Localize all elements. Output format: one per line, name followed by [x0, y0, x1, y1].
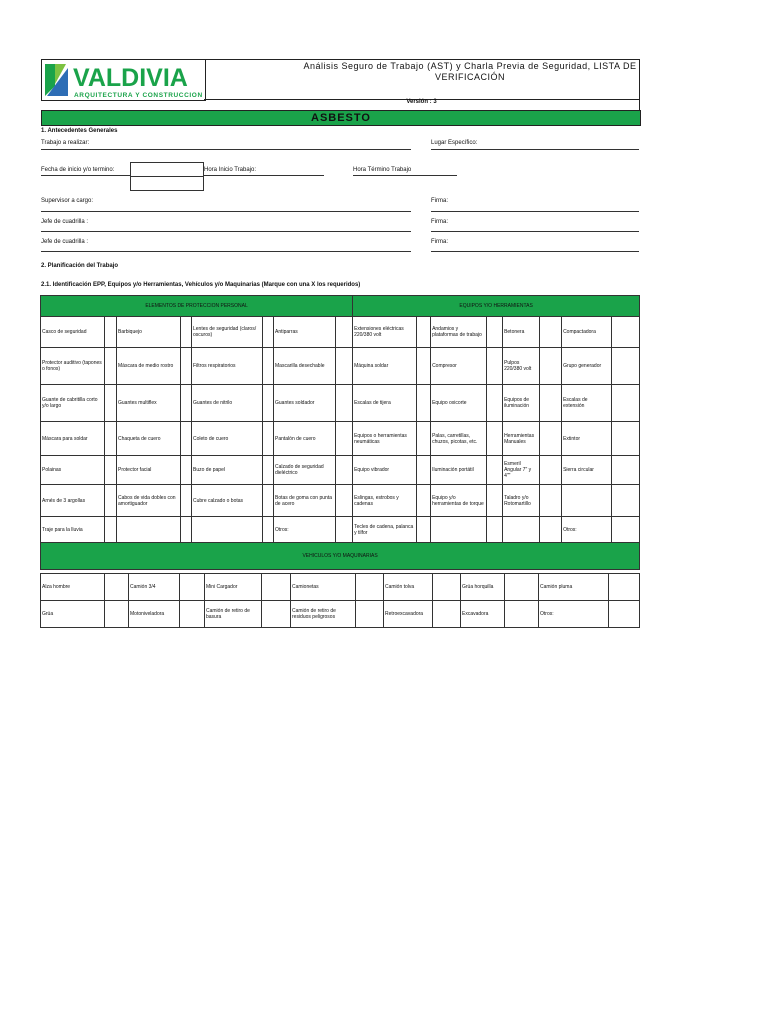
- item-label: Herramientas Manuales: [503, 422, 540, 456]
- item-label: Compresor: [431, 348, 487, 385]
- mark-checkbox[interactable]: [612, 317, 640, 348]
- logo-mark: [42, 60, 205, 100]
- mark-checkbox[interactable]: [105, 348, 117, 385]
- fecha-label: Fecha de inicio y/o termino:: [41, 167, 115, 173]
- epp-header: ELEMENTOS DE PROTECCION PERSONAL: [41, 296, 353, 317]
- item-label: Polainas: [41, 456, 105, 485]
- mark-checkbox[interactable]: [487, 422, 503, 456]
- mark-checkbox[interactable]: [105, 574, 129, 601]
- mark-checkbox[interactable]: [336, 485, 353, 517]
- mark-checkbox[interactable]: [540, 422, 562, 456]
- item-label: Cabos de vida dobles con amortiguador: [117, 485, 181, 517]
- mark-checkbox[interactable]: [263, 422, 274, 456]
- firma-field-1[interactable]: [431, 211, 639, 212]
- vehicle-label: Otros:: [539, 601, 609, 628]
- mark-checkbox[interactable]: [487, 485, 503, 517]
- table-row: [41, 348, 640, 385]
- item-label: Guantes soldador: [274, 385, 336, 422]
- vehicle-label: Excavadora: [461, 601, 505, 628]
- item-label: Calzado de seguridad dieléctrico: [274, 456, 336, 485]
- firma-field-2[interactable]: [431, 231, 639, 232]
- firma-label-3: Firma:: [431, 239, 448, 245]
- mark-checkbox[interactable]: [417, 317, 431, 348]
- document-title: Análisis Seguro de Trabajo (AST) y Charla Previa de Seguridad, LISTA DE VERIFICACIÓN: [303, 61, 637, 82]
- item-label: Taladro y/o Rotomartillo: [503, 485, 540, 517]
- item-label: Tecles de cadena, palanca y tilfor: [353, 517, 417, 543]
- item-label: Betonera: [503, 317, 540, 348]
- mark-checkbox[interactable]: [487, 456, 503, 485]
- mark-checkbox[interactable]: [540, 485, 562, 517]
- mark-checkbox[interactable]: [433, 574, 461, 601]
- mark-checkbox[interactable]: [417, 517, 431, 543]
- mark-checkbox[interactable]: [181, 422, 192, 456]
- fecha-inicio-field[interactable]: [130, 162, 204, 177]
- mark-checkbox[interactable]: [105, 456, 117, 485]
- section-1-heading: 1. Antecedentes Generales: [41, 128, 118, 134]
- hora-termino-label: Hora Término Trabajo: [353, 167, 412, 173]
- item-label: Casco de seguridad: [41, 317, 105, 348]
- mark-checkbox[interactable]: [609, 574, 640, 601]
- mark-checkbox[interactable]: [487, 385, 503, 422]
- mark-checkbox[interactable]: [263, 385, 274, 422]
- item-label: Máscara de medio rostro: [117, 348, 181, 385]
- item-label: Andamios y plataformas de trabajo: [431, 317, 487, 348]
- vehicle-label: Retroexcavadora: [384, 601, 433, 628]
- mark-checkbox[interactable]: [487, 348, 503, 385]
- table-row: [41, 601, 640, 628]
- hora-termino-field[interactable]: [353, 175, 457, 176]
- section-2-heading: 2. Planificación del Trabajo: [41, 263, 119, 269]
- firma-field-3[interactable]: [431, 251, 639, 252]
- item-label: Chaqueta de cuero: [117, 422, 181, 456]
- mark-checkbox[interactable]: [612, 517, 640, 543]
- supervisor-field[interactable]: [41, 211, 411, 212]
- mark-checkbox[interactable]: [263, 517, 274, 543]
- fecha-underline: [41, 175, 130, 176]
- lugar-label: Lugar Específico:: [431, 140, 478, 146]
- item-label: Sierra circular: [562, 456, 612, 485]
- item-label: Guante de cabritilla corto y/o largo: [41, 385, 105, 422]
- item-label: Guantes de nitrilo: [192, 385, 263, 422]
- section-2-1-heading: 2.1. Identificación EPP, Equipos y/o Herramientas, Vehículos y/o Maquinarias (Marque con una X los requeridos): [41, 282, 361, 288]
- mark-checkbox[interactable]: [105, 517, 117, 543]
- mark-checkbox[interactable]: [181, 517, 192, 543]
- item-label: Esmeril Angular 7" y 4"": [503, 456, 540, 485]
- table-row: [41, 456, 640, 485]
- table-row: [41, 385, 640, 422]
- mark-checkbox[interactable]: [612, 348, 640, 385]
- item-label: Compactadora: [562, 317, 612, 348]
- table-row: [41, 517, 640, 543]
- lugar-field[interactable]: [431, 149, 639, 150]
- item-label: Máquina soldar: [353, 348, 417, 385]
- logo-tagline: ARQUITECTURA Y CONSTRUCCION: [74, 92, 203, 99]
- item-label: Botas de goma con punta de acero: [274, 485, 336, 517]
- mark-checkbox[interactable]: [262, 601, 291, 628]
- equipos-header: EQUIPOS Y/O HERRAMIENTAS: [353, 296, 640, 317]
- mark-checkbox[interactable]: [336, 385, 353, 422]
- item-label: Arnés de 3 argollas: [41, 485, 105, 517]
- jefe-label-2: Jefe de cuadrilla :: [41, 239, 89, 245]
- firma-label-2: Firma:: [431, 219, 448, 225]
- vehicle-label: Camionetas: [291, 574, 356, 601]
- mark-checkbox[interactable]: [181, 385, 192, 422]
- mark-checkbox[interactable]: [417, 422, 431, 456]
- mark-checkbox[interactable]: [105, 317, 117, 348]
- item-label: Otros:: [274, 517, 336, 543]
- mark-checkbox[interactable]: [105, 385, 117, 422]
- mark-checkbox[interactable]: [417, 348, 431, 385]
- vehicle-label: Alza hombre: [41, 574, 105, 601]
- item-label: Iluminación portátil: [431, 456, 487, 485]
- mark-checkbox[interactable]: [181, 485, 192, 517]
- mark-checkbox[interactable]: [263, 317, 274, 348]
- mark-checkbox[interactable]: [181, 317, 192, 348]
- mark-checkbox[interactable]: [105, 601, 129, 628]
- mark-checkbox[interactable]: [417, 385, 431, 422]
- item-label: Eslingas, estrobos y cadenas: [353, 485, 417, 517]
- item-label: Equipo y/o herramientas de torque: [431, 485, 487, 517]
- item-label: Filtros respiratorios: [192, 348, 263, 385]
- jefe-field-1[interactable]: [41, 231, 411, 232]
- mark-checkbox[interactable]: [612, 485, 640, 517]
- trabajo-field[interactable]: [41, 149, 411, 150]
- item-label: [117, 517, 181, 543]
- mark-checkbox[interactable]: [180, 601, 205, 628]
- mark-checkbox[interactable]: [336, 348, 353, 385]
- item-label: Protector facial: [117, 456, 181, 485]
- item-label: Barbiquejo: [117, 317, 181, 348]
- item-label: [192, 517, 263, 543]
- item-label: Protector auditivo (tapones o fonos): [41, 348, 105, 385]
- mark-checkbox[interactable]: [356, 601, 384, 628]
- vehicle-label: Camión de retiro de basura: [205, 601, 262, 628]
- mark-checkbox[interactable]: [356, 574, 384, 601]
- mark-checkbox[interactable]: [263, 348, 274, 385]
- mark-checkbox[interactable]: [181, 456, 192, 485]
- mark-checkbox[interactable]: [540, 348, 562, 385]
- item-label: Buzo de papel: [192, 456, 263, 485]
- item-label: Pantalón de cuero: [274, 422, 336, 456]
- jefe-field-2[interactable]: [41, 251, 411, 252]
- item-label: Otros:: [562, 517, 612, 543]
- item-label: [431, 517, 487, 543]
- item-label: Cubre calzado o botas: [192, 485, 263, 517]
- table-row: [41, 317, 640, 348]
- company-logo: [41, 59, 206, 101]
- item-label: Equipos o herramientas neumáticas: [353, 422, 417, 456]
- mark-checkbox[interactable]: [487, 317, 503, 348]
- mark-checkbox[interactable]: [505, 601, 539, 628]
- mark-checkbox[interactable]: [181, 348, 192, 385]
- mark-checkbox[interactable]: [262, 574, 291, 601]
- mark-checkbox[interactable]: [336, 456, 353, 485]
- item-label: Grupo generador: [562, 348, 612, 385]
- vehicle-label: Camión 3/4: [129, 574, 180, 601]
- supervisor-label: Supervisor a cargo:: [41, 198, 94, 204]
- mark-checkbox[interactable]: [487, 517, 503, 543]
- table-row: [41, 422, 640, 456]
- item-label: Lentes de seguridad (claros/ oscuros): [192, 317, 263, 348]
- vehicle-label: Camión tolva: [384, 574, 433, 601]
- mark-checkbox[interactable]: [540, 317, 562, 348]
- mark-checkbox[interactable]: [417, 456, 431, 485]
- mark-checkbox[interactable]: [105, 422, 117, 456]
- item-label: Extensiones eléctricas 220/380 volt: [353, 317, 417, 348]
- vehicle-label: Camión pluma: [539, 574, 609, 601]
- epp-equipment-table: [40, 295, 640, 570]
- mark-checkbox[interactable]: [612, 422, 640, 456]
- vehiculos-header: VEHICULOS Y/O MAQUINARIAS: [41, 543, 640, 570]
- item-label: [503, 517, 540, 543]
- table-row: [41, 574, 640, 601]
- table-row: [41, 485, 640, 517]
- item-label: Equipo vibrador: [353, 456, 417, 485]
- vehicle-label: Grúa: [41, 601, 105, 628]
- item-label: Mascarilla desechable: [274, 348, 336, 385]
- item-label: [562, 485, 612, 517]
- mark-checkbox[interactable]: [540, 456, 562, 485]
- item-label: Escalas de tijera: [353, 385, 417, 422]
- item-label: Guantes multiflex: [117, 385, 181, 422]
- item-label: Equipos de iluminación: [503, 385, 540, 422]
- item-label: Escalas de extensión: [562, 385, 612, 422]
- item-label: Extintor: [562, 422, 612, 456]
- mark-checkbox[interactable]: [180, 574, 205, 601]
- mark-checkbox[interactable]: [263, 485, 274, 517]
- item-label: Máscara para soldar: [41, 422, 105, 456]
- subject-banner: ASBESTO: [41, 110, 641, 126]
- vehicle-label: Motoniveladora: [129, 601, 180, 628]
- jefe-label-1: Jefe de cuadrilla :: [41, 219, 89, 225]
- mark-checkbox[interactable]: [612, 385, 640, 422]
- vehicle-label: Grúa horquilla: [461, 574, 505, 601]
- mark-checkbox[interactable]: [105, 485, 117, 517]
- mark-checkbox[interactable]: [612, 456, 640, 485]
- trabajo-label: Trabajo a realizar:: [41, 140, 90, 146]
- version-label: Versión : 3: [406, 99, 437, 105]
- item-label: Pulpos 220/380 volt: [503, 348, 540, 385]
- vehicle-label: Camión de retiro de residuos peligrosos: [291, 601, 356, 628]
- item-label: Equipo oxicorte: [431, 385, 487, 422]
- mark-checkbox[interactable]: [336, 517, 353, 543]
- item-label: Palas, carretillas, chuzos, picotas, etc.: [431, 422, 487, 456]
- mark-checkbox[interactable]: [336, 317, 353, 348]
- mark-checkbox[interactable]: [263, 456, 274, 485]
- hora-inicio-label: Hora Inicio Trabajo:: [204, 167, 257, 173]
- item-label: Traje para la lluvia: [41, 517, 105, 543]
- mark-checkbox[interactable]: [433, 601, 461, 628]
- mark-checkbox[interactable]: [417, 485, 431, 517]
- mark-checkbox[interactable]: [505, 574, 539, 601]
- hora-inicio-field[interactable]: [204, 175, 324, 176]
- fecha-termino-field[interactable]: [130, 176, 204, 191]
- mark-checkbox[interactable]: [336, 422, 353, 456]
- item-label: Antiparras: [274, 317, 336, 348]
- vehicles-table: [40, 573, 640, 628]
- item-label: Coleto de cuero: [192, 422, 263, 456]
- logo-wordmark: VALDIVIA: [73, 64, 188, 92]
- mark-checkbox[interactable]: [540, 517, 562, 543]
- firma-label-1: Firma:: [431, 198, 448, 204]
- mark-checkbox[interactable]: [609, 601, 640, 628]
- mark-checkbox[interactable]: [540, 385, 562, 422]
- vehicle-label: Mini Cargador: [205, 574, 262, 601]
